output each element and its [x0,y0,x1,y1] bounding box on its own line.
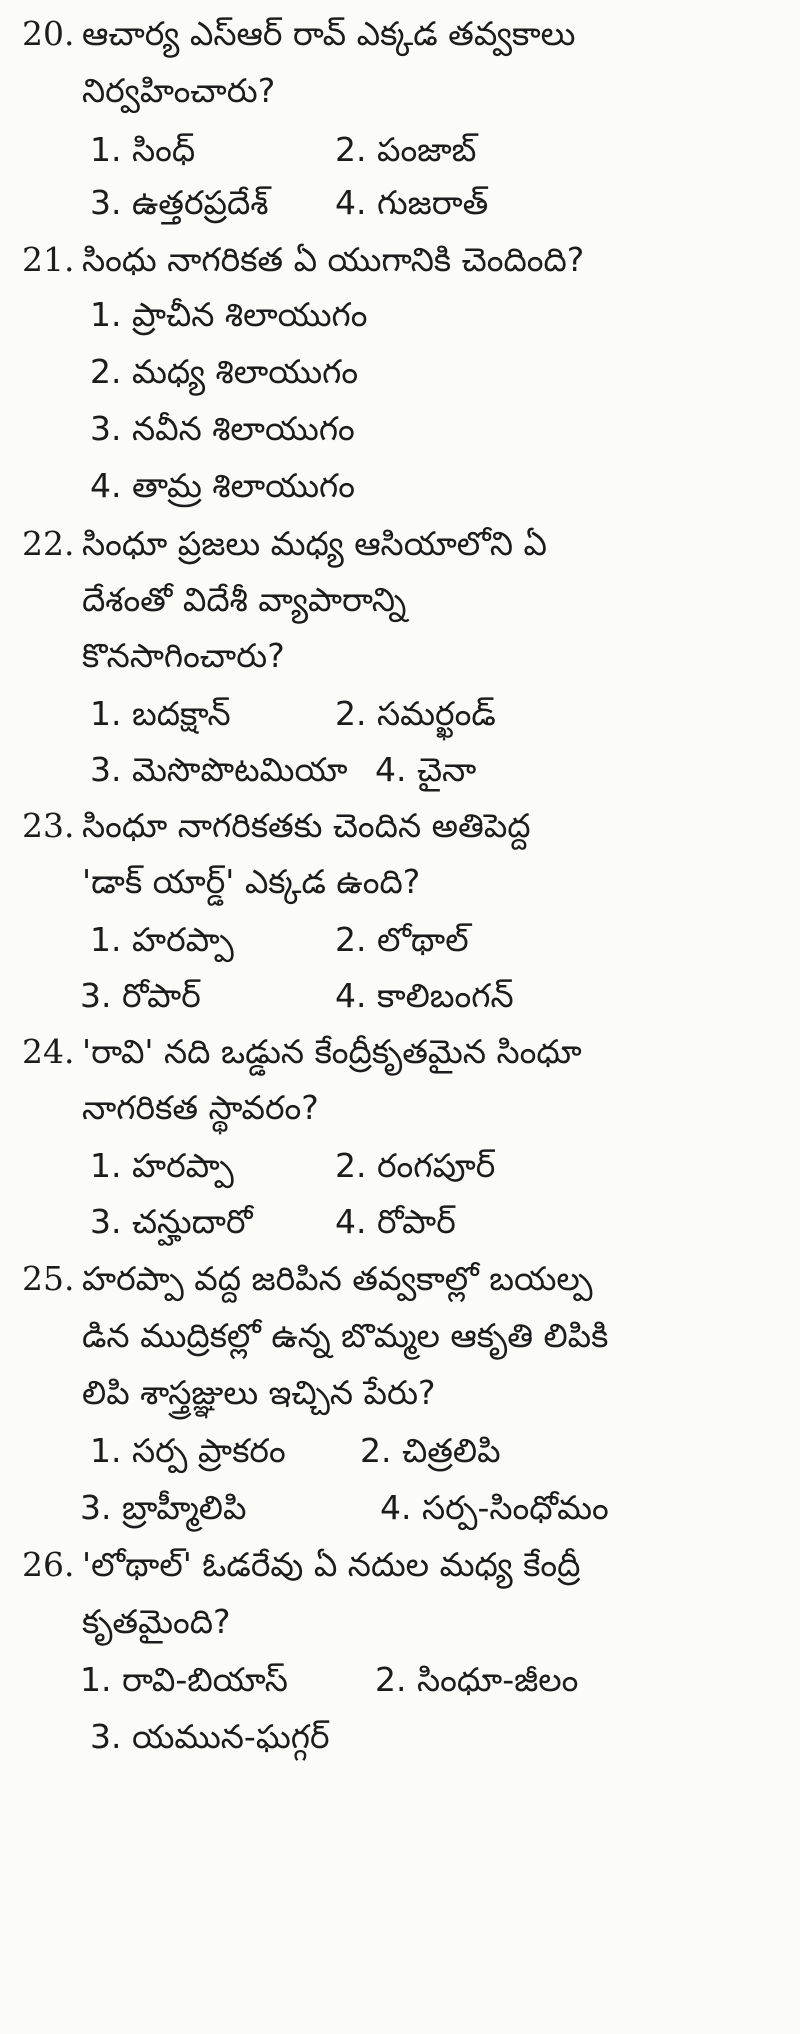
answer-option: 2. రంగపూర్ [335,1146,496,1185]
question-text: హరప్పా వద్ద జరిపిన తవ్వకాల్లో బయల్ప [82,1259,593,1298]
question-text: కొనసాగించారు? [82,636,285,675]
question-number: 21. [22,240,75,279]
question-number: 22. [22,524,75,563]
answer-option: 4. చైనా [375,750,477,789]
answer-option: 1. ప్రాచీన శిలాయుగం [90,295,368,334]
question-text: నాగరికత స్థావరం? [82,1088,319,1127]
answer-option: 2. చిత్రలిపి [360,1431,501,1470]
answer-option: 3. నవీన శిలాయుగం [90,409,355,448]
answer-option: 3. చన్హుదారో [90,1202,253,1241]
question-text: ఆచార్య ఎస్ఆర్ రావ్ ఎక్కడ తవ్వకాలు [82,14,576,53]
question-number: 23. [22,806,75,845]
answer-option: 4. సర్ప-సింధోమం [380,1488,609,1527]
answer-option: 3. ఉత్తరప్రదేశ్ [90,183,269,222]
answer-option: 3. రోపార్ [80,976,201,1015]
answer-option: 4. రోపార్ [335,1202,456,1241]
answer-option: 2. లోథాల్ [335,920,469,959]
question-text: సింధూ ప్రజలు మధ్య ఆసియాలోని ఏ [82,524,547,563]
answer-option: 1. సింధ్ [90,130,196,169]
question-text: లిపి శాస్త్రజ్ఞులు ఇచ్చిన పేరు? [82,1373,436,1412]
answer-option: 1. బదక్షాన్ [90,694,231,733]
question-number: 26. [22,1545,75,1584]
answer-option: 3. యమున-ఘగ్గర్ [90,1717,330,1756]
question-text: నిర్వహించారు? [82,71,276,110]
question-text: 'డాక్ యార్డ్' ఎక్కడ ఉంది? [82,862,421,901]
answer-option: 2. పంజాబ్ [335,130,477,169]
question-number: 25. [22,1259,75,1298]
answer-option: 3. మెసొపొటమియా [90,750,348,789]
question-number: 20. [22,14,75,53]
question-text: దేశంతో విదేశీ వ్యాపారాన్ని [82,580,407,619]
answer-option: 3. బ్రాహ్మీలిపి [80,1488,247,1527]
answer-option: 2. సింధూ-జీలం [375,1660,579,1699]
question-number: 24. [22,1032,75,1071]
answer-option: 4. గుజరాత్ [335,183,489,222]
answer-option: 4. కాలిబంగన్ [335,976,514,1015]
question-text: డిన ముద్రికల్లో ఉన్న బొమ్మల ఆకృతి లిపికి [82,1316,609,1355]
answer-option: 1. రావి-బియాస్ [80,1660,288,1699]
answer-option: 4. తామ్ర శిలాయుగం [90,466,355,505]
answer-option: 2. మధ్య శిలాయుగం [90,352,359,391]
answer-option: 1. సర్ప ప్రాకరం [90,1431,286,1470]
answer-option: 1. హరప్పా [90,920,234,959]
question-text: సింధూ నాగరికతకు చెందిన అతిపెద్ద [82,806,531,845]
question-text: 'లోథాల్' ఓడరేవు ఏ నదుల మధ్య కేంద్రీ [82,1545,581,1584]
answer-option: 2. సమర్ఖండ్ [335,694,496,733]
question-text: కృతమైంది? [82,1602,231,1641]
question-text: సింధు నాగరికత ఏ యుగానికి చెందింది? [82,240,585,279]
answer-option: 1. హరప్పా [90,1146,234,1185]
question-text: 'రావి' నది ఒడ్డున కేంద్రీకృతమైన సింధూ [82,1032,582,1071]
